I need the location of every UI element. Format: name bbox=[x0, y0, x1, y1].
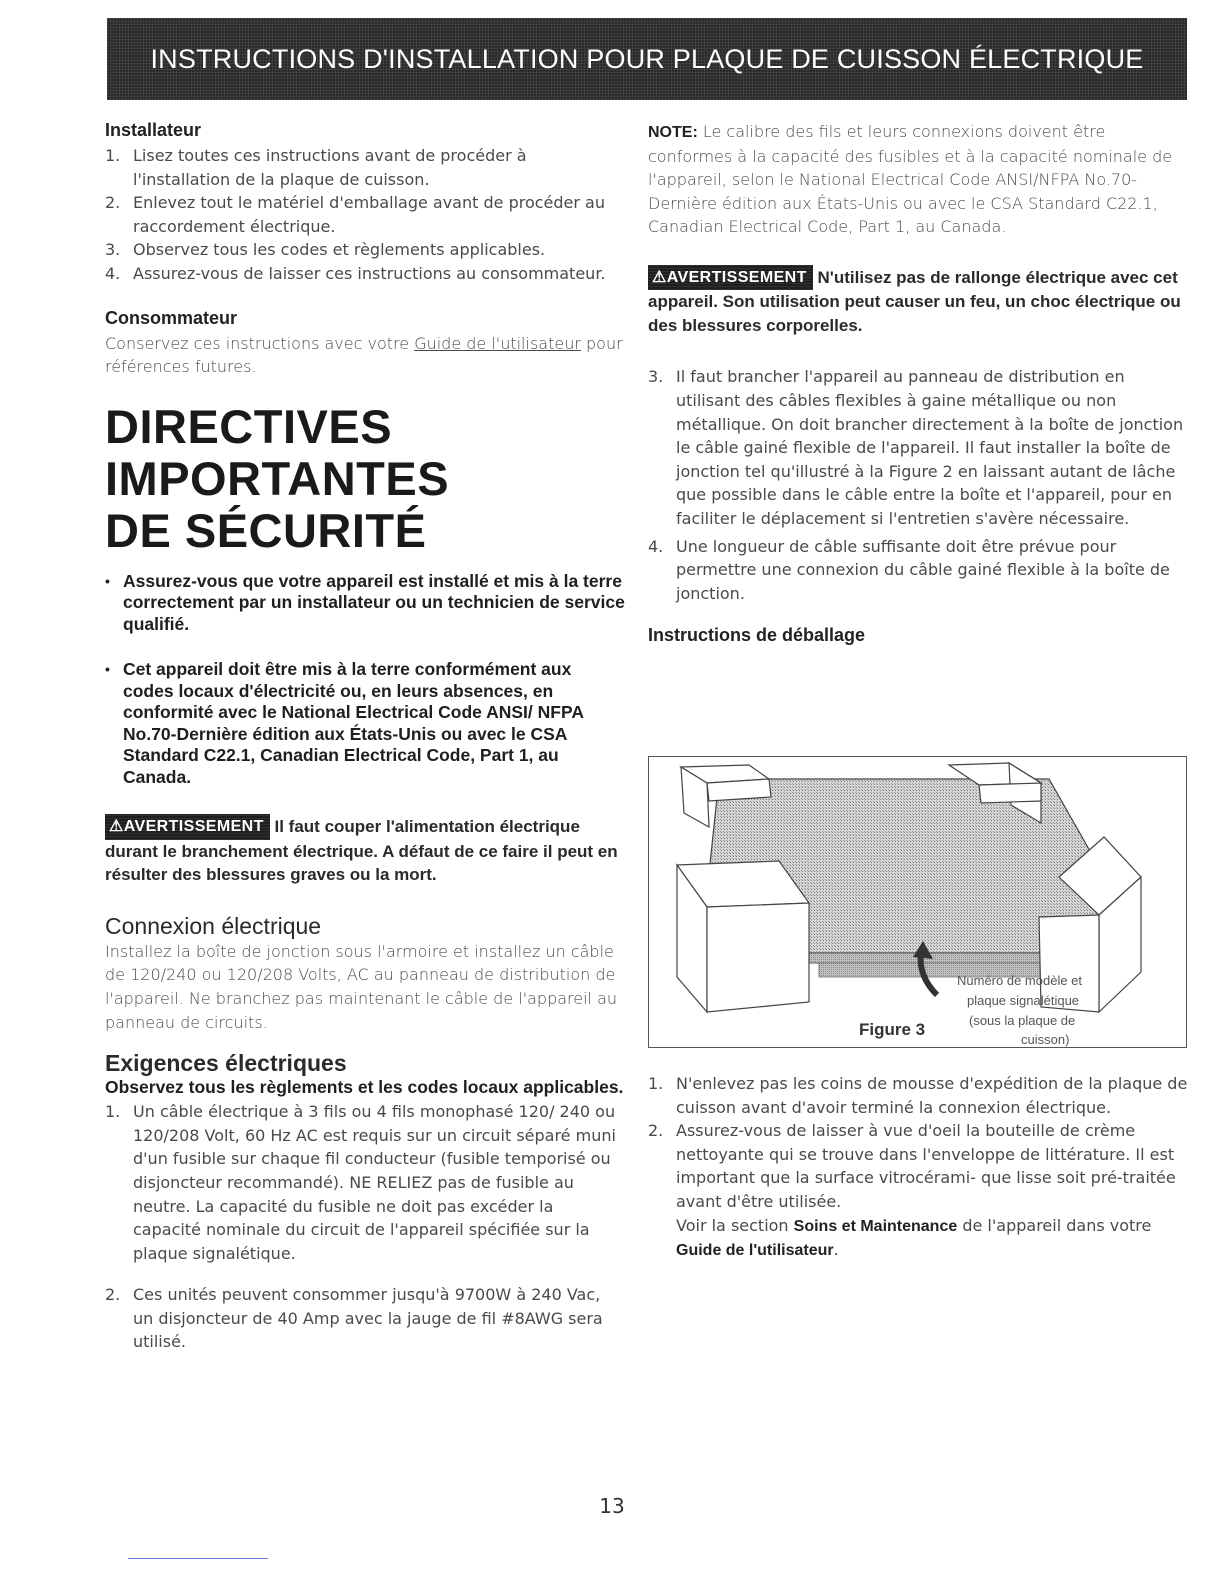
deballage-steps bbox=[648, 1072, 1193, 1263]
left-column bbox=[105, 120, 625, 1354]
list-item: 1. Lisez toutes ces instructions avant de procéder à l'installation de la plaque de cuisson. bbox=[105, 146, 527, 189]
right-column bbox=[648, 120, 1193, 649]
installateur-heading: Installateur bbox=[105, 120, 202, 140]
exigences-heading: Exigences électriques bbox=[105, 1050, 347, 1077]
list-item: 1. N'enlevez pas les coins de mousse d'expédition de la plaque de cuisson avant d'avoir terminé la connexion électrique. bbox=[648, 1074, 1188, 1117]
guide-link[interactable]: Guide de l'utilisateur bbox=[414, 333, 581, 353]
figure-caption-line: cuisson) bbox=[1021, 1032, 1070, 1047]
figure-label: Figure 3 bbox=[859, 1020, 926, 1039]
figure-3 bbox=[648, 756, 1187, 1048]
figure-caption-line: Numéro de modèle et bbox=[957, 973, 1083, 988]
safety-bullet: • Assurez-vous que votre appareil est installé et mis à la terre correctement par un installateur ou un technicien de service qualifié. bbox=[105, 570, 625, 634]
installateur-list bbox=[105, 144, 625, 286]
safety-bullet: • Cet appareil doit être mis à la terre conformément aux codes locaux d'électricité ou, en leurs absences, en conformité avec le National Electrical Code ANSI/ NFPA No.70-Dernière édition aux États-Unis ou avec le CSA Standard C22.1, Canadian Electrical Code, Part 1, au Canada. bbox=[105, 659, 584, 787]
consommateur-heading: Consommateur bbox=[105, 307, 238, 328]
exigences-subheading: Observez tous les règlements et les codes locaux applicables. bbox=[105, 1077, 624, 1098]
footer-divider bbox=[128, 1558, 268, 1559]
figure-caption-line: (sous la plaque de bbox=[969, 1013, 1076, 1028]
list-item: 2. Assurez-vous de laisser à vue d'oeil la bouteille de crème nettoyante qui se trouve dans l'enveloppe de littérature. Il est important que la surface vitrocérami- que lisse soit pré-traitée avant d'être utilisée. Voir la section Soins et Maintenance de l'appareil dans votre Guide de l'utilisateur. bbox=[648, 1121, 1176, 1260]
note-paragraph: NOTE: Le calibre des fils et leurs connexions doivent être conformes à la capacité des fusibles et à la capacité nominale de l'appareil, selon le National Electrical Code ANSI/NFPA No.70-Dernière édition aux États-Unis ou avec le CSA Standard C22.1, Canadian Electrical Code, Part 1, au Canada. bbox=[648, 122, 1173, 237]
list-item: 1. Un câble électrique à 3 fils ou 4 fils monophasé 120/ 240 ou 120/208 Volt, 60 Hz AC est requis sur un circuit séparé muni d'un fusible sur chaque fil conducteur (fusible temporisé ou disjoncteur recommandé). NE RELIEZ pas de fusible au neutre. La capacité du fusible ne doit pas excéder la capacité nominale du circuit de l'appareil spécifiée sur la plaque signalétique. bbox=[105, 1102, 616, 1263]
connection-steps-list bbox=[648, 365, 1193, 605]
warning-left: ⚠AVERTISSEMENT Il faut couper l'alimentation électrique durant le branchement électrique. A défaut de ce faire il peut en résulter des blessures graves ou la mort. bbox=[105, 814, 625, 887]
list-item: 4. Assurez-vous de laisser ces instructions au consommateur. bbox=[105, 263, 606, 283]
deballage-heading: Instructions de déballage bbox=[648, 625, 866, 646]
page-banner bbox=[107, 18, 1187, 100]
connexion-text: Installez la boîte de jonction sous l'armoire et installez un câble de 120/240 ou 120/208 Volts, AC au panneau de distribution de l'appareil. Ne branchez pas maintenant le câble de l'appareil au panneau de circuits. bbox=[105, 941, 618, 1032]
exigences-list bbox=[105, 1100, 625, 1354]
consommateur-text: Conservez ces instructions avec votre Guide de l'utilisateur pour références futures. bbox=[105, 333, 623, 377]
page-number: 13 bbox=[599, 1494, 625, 1518]
list-item: 2. Enlevez tout le matériel d'emballage avant de procéder au raccordement électrique. bbox=[105, 193, 605, 236]
deballage-list bbox=[648, 1072, 1193, 1263]
warning-triangle-icon: ⚠ bbox=[109, 818, 124, 836]
directives-title: DIRECTIVES IMPORTANTES DE SÉCURITÉ bbox=[105, 399, 450, 557]
figure-caption-line: plaque signalétique bbox=[967, 993, 1080, 1008]
list-item: 3. Il faut brancher l'appareil au panneau de distribution en utilisant des câbles flexibles à gaine métallique ou non métallique. On doit brancher directement à la boîte de jonction le câble gainé flexible de l'appareil. Il faut installer la boîte de jonction tel qu'illustré à la Figure 2 en laissant autant de lâche que possible dans le câble entre la boîte et l'appareil, pour en faciliter le déplacement si l'entretien s'avère nécessaire. bbox=[648, 367, 1184, 529]
list-item: 3. Observez tous les codes et règlements applicables. bbox=[105, 240, 546, 260]
warning-triangle-icon: ⚠ bbox=[652, 268, 667, 286]
banner-title: INSTRUCTIONS D'INSTALLATION POUR PLAQUE DE CUISSON ÉLECTRIQUE bbox=[150, 43, 1144, 74]
warning-badge: ⚠AVERTISSEMENT bbox=[105, 814, 270, 840]
warning-right: ⚠AVERTISSEMENT N'utilisez pas de rallonge électrique avec cet appareil. Son utilisation peut causer un feu, un choc électrique ou des blessures corporelles. bbox=[648, 265, 1193, 338]
list-item: 2. Ces unités peuvent consommer jusqu'à 9700W à 240 Vac, un disjoncteur de 40 Amp avec la jauge de fil #8AWG sera utilisé. bbox=[105, 1285, 603, 1352]
connexion-heading: Connexion électrique bbox=[105, 912, 322, 939]
list-item: 4. Une longueur de câble suffisante doit être prévue pour permettre une connexion du câble gainé flexible à la boîte de jonction. bbox=[648, 536, 1170, 603]
cooktop-illustration bbox=[649, 757, 1187, 1048]
warning-badge: ⚠AVERTISSEMENT bbox=[648, 265, 813, 291]
